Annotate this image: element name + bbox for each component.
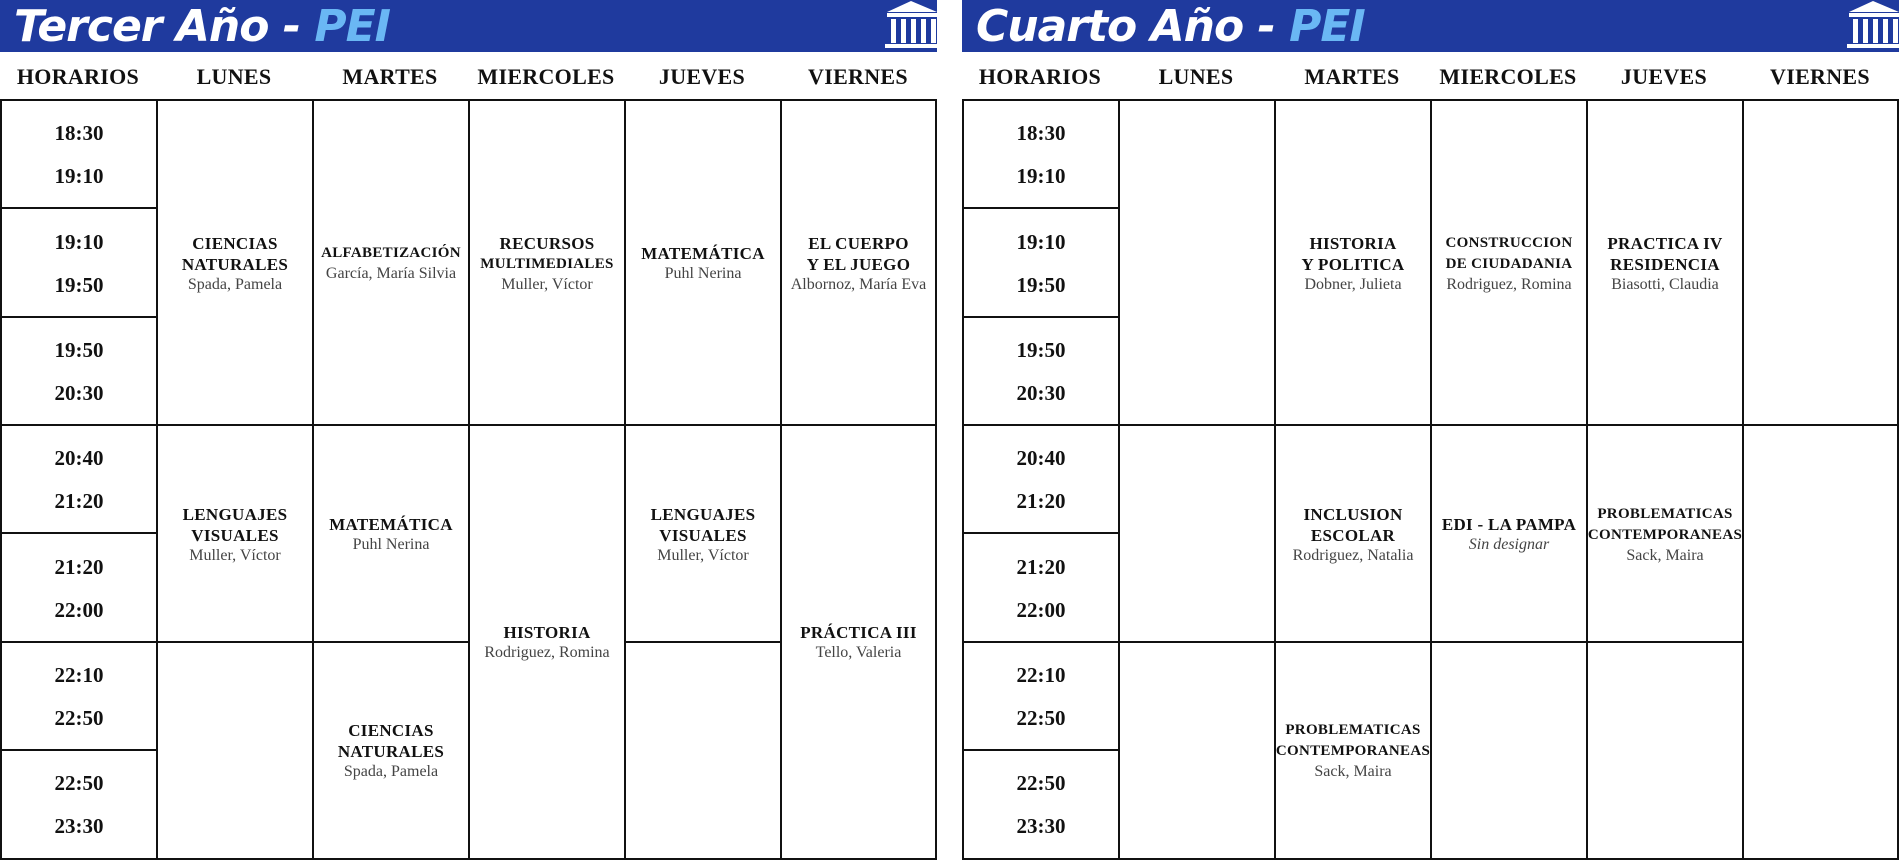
class-cell-martes: INCLUSION ESCOLAR Rodriguez, Natalia	[1276, 424, 1432, 643]
class-cell-lunes: LENGUAJES VISUALES Muller, Víctor	[158, 424, 314, 643]
time-slot: 18:30 19:10	[962, 99, 1120, 209]
time-slot: 21:20 22:00	[0, 532, 158, 643]
time-slot: 19:10 19:50	[0, 207, 158, 318]
panel-title: Cuarto Año - PEI	[976, 1, 1365, 52]
timetable-grid	[962, 99, 1899, 860]
class-cell-jueves: MATEMÁTICA Puhl Nerina	[626, 99, 782, 426]
time-slot: 18:30 19:10	[0, 99, 158, 209]
empty-cell	[1120, 424, 1276, 643]
timetable-grid	[0, 99, 937, 860]
empty-cell	[626, 641, 782, 860]
class-cell-lunes: CIENCIAS NATURALES Spada, Pamela	[158, 99, 314, 426]
time-slot: 19:50 20:30	[962, 316, 1120, 426]
col-header-miercoles: MIERCOLES	[477, 64, 615, 89]
col-header-lunes: LUNES	[196, 64, 272, 89]
time-slot: 22:50 23:30	[0, 749, 158, 860]
class-cell-miercoles: HISTORIA Rodriguez, Romina	[470, 424, 626, 860]
class-cell-martes: PROBLEMATICAS CONTEMPORANEAS Sack, Maira	[1276, 641, 1432, 860]
class-cell-martes: HISTORIA Y POLITICA Dobner, Julieta	[1276, 99, 1432, 426]
col-header-martes: MARTES	[342, 64, 438, 89]
time-slot: 22:10 22:50	[0, 641, 158, 751]
time-slot: 20:40 21:20	[962, 424, 1120, 534]
class-cell-jueves: LENGUAJES VISUALES Muller, Víctor	[626, 424, 782, 643]
class-cell-miercoles: RECURSOS MULTIMEDIALES Muller, Víctor	[470, 99, 626, 426]
class-cell-jueves: PRACTICA IV RESIDENCIA Biasotti, Claudia	[1588, 99, 1744, 426]
class-cell-miercoles: EDI - LA PAMPA Sin designar	[1432, 424, 1588, 643]
empty-cell	[158, 641, 314, 860]
time-slot: 20:40 21:20	[0, 424, 158, 534]
empty-cell	[1744, 424, 1899, 860]
institution-building-icon	[1843, 0, 1899, 52]
class-cell-jueves: PROBLEMATICAS CONTEMPORANEAS Sack, Maira	[1588, 424, 1744, 643]
col-header-horarios: HORARIOS	[978, 64, 1102, 89]
institution-building-icon	[881, 0, 937, 52]
empty-cell	[1588, 641, 1744, 860]
panel-title: Tercer Año - PEI	[14, 1, 391, 52]
panel-title-accent: PEI	[1289, 1, 1365, 52]
empty-cell	[1120, 99, 1276, 426]
col-header-jueves: JUEVES	[1620, 64, 1708, 89]
class-cell-miercoles: CONSTRUCCION DE CIUDADANIA Rodriguez, Romina	[1432, 99, 1588, 426]
panel-header	[0, 0, 937, 52]
col-header-viernes: VIERNES	[1770, 64, 1870, 89]
time-slot: 22:50 23:30	[962, 749, 1120, 860]
col-header-martes: MARTES	[1304, 64, 1400, 89]
time-slot: 21:20 22:00	[962, 532, 1120, 643]
empty-cell	[1120, 641, 1276, 860]
col-header-viernes: VIERNES	[808, 64, 908, 89]
col-header-miercoles: MIERCOLES	[1439, 64, 1577, 89]
class-cell-martes: CIENCIAS NATURALES Spada, Pamela	[314, 641, 470, 860]
schedule-tercer-anio	[0, 0, 937, 862]
day-header-row	[962, 58, 1899, 96]
class-cell-viernes: PRÁCTICA III Tello, Valeria	[782, 424, 937, 860]
panel-header	[962, 0, 1899, 52]
col-header-horarios: HORARIOS	[16, 64, 140, 89]
col-header-lunes: LUNES	[1158, 64, 1234, 89]
panel-title-accent: PEI	[314, 1, 391, 52]
col-header-jueves: JUEVES	[658, 64, 746, 89]
time-slot: 19:50 20:30	[0, 316, 158, 426]
day-header-row	[0, 58, 937, 96]
class-cell-martes: ALFABETIZACIÓN García, María Silvia	[314, 99, 470, 426]
schedule-cuarto-anio	[962, 0, 1899, 862]
class-cell-martes: MATEMÁTICA Puhl Nerina	[314, 424, 470, 643]
empty-cell	[1432, 641, 1588, 860]
time-slot: 19:10 19:50	[962, 207, 1120, 318]
empty-cell	[1744, 99, 1899, 426]
time-slot: 22:10 22:50	[962, 641, 1120, 751]
class-cell-viernes: EL CUERPO Y EL JUEGO Albornoz, María Eva	[782, 99, 937, 426]
